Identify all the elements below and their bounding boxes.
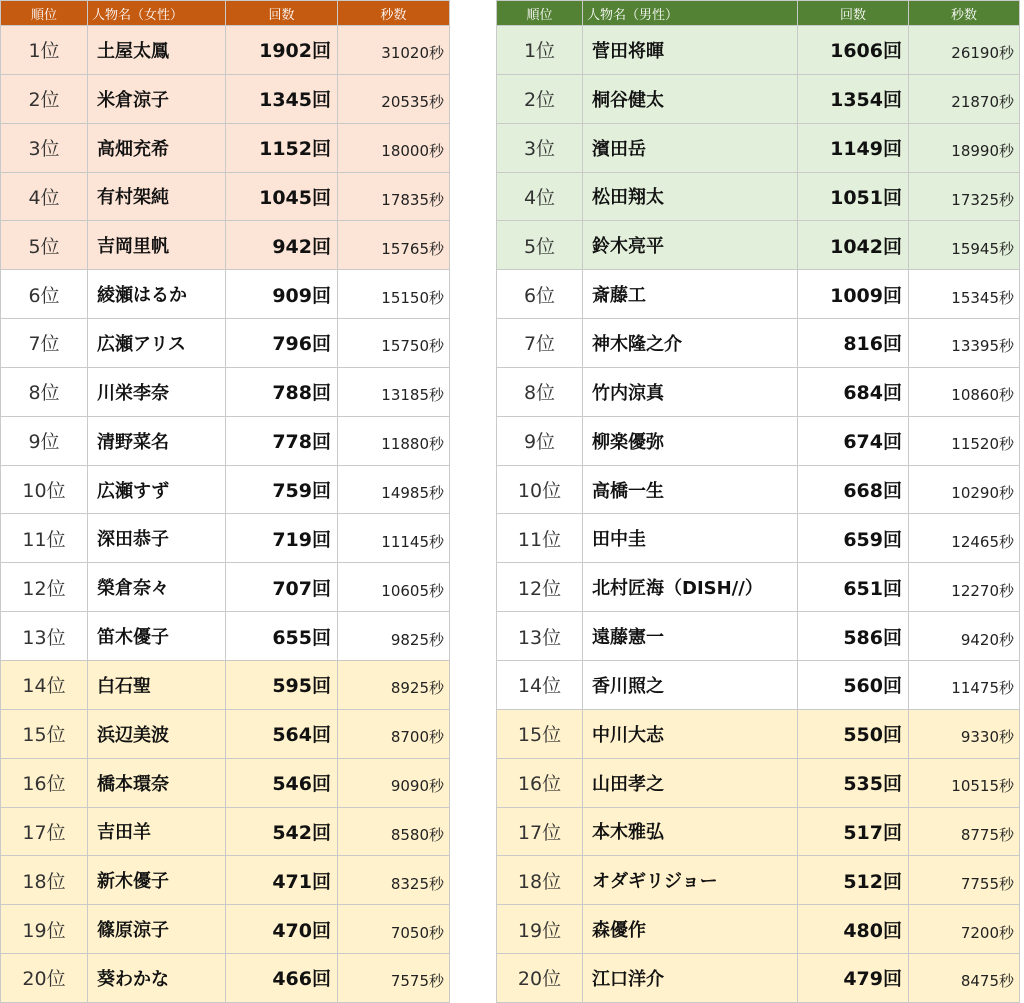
female-table-row: [1, 563, 450, 612]
male-table-row: [497, 563, 1020, 612]
female-cell-count: 796回: [226, 319, 338, 368]
male-cell-rank: 19位: [497, 905, 583, 954]
male-table-row: [497, 465, 1020, 514]
female-table-row: [1, 856, 450, 905]
female-cell-name: 土屋太鳳: [88, 26, 226, 75]
female-cell-seconds: 15750秒: [338, 319, 450, 368]
male-cell-rank: 10位: [497, 465, 583, 514]
female-cell-name: 笛木優子: [88, 612, 226, 661]
female-cell-count: 471回: [226, 856, 338, 905]
female-cell-seconds: 15765秒: [338, 221, 450, 270]
female-cell-name: 広瀬すず: [88, 465, 226, 514]
male-cell-seconds: 11520秒: [909, 416, 1020, 465]
female-cell-count: 655回: [226, 612, 338, 661]
male-table-row: [497, 221, 1020, 270]
male-cell-name: 神木隆之介: [583, 319, 798, 368]
female-header-row: [1, 1, 450, 26]
male-cell-rank: 15位: [497, 709, 583, 758]
female-table-row: [1, 367, 450, 416]
male-cell-count: 668回: [798, 465, 909, 514]
male-ranking-table: [496, 0, 1020, 1003]
male-cell-rank: 2位: [497, 74, 583, 123]
male-cell-seconds: 15345秒: [909, 270, 1020, 319]
female-cell-count: 564回: [226, 709, 338, 758]
male-cell-rank: 20位: [497, 954, 583, 1003]
female-table-row: [1, 612, 450, 661]
male-header-row: [497, 1, 1020, 26]
female-ranking-table: [0, 0, 450, 1003]
male-cell-count: 674回: [798, 416, 909, 465]
male-cell-seconds: 11475秒: [909, 660, 1020, 709]
female-table-row: [1, 905, 450, 954]
male-cell-rank: 13位: [497, 612, 583, 661]
male-cell-name: 香川照之: [583, 660, 798, 709]
male-header-seconds: 秒数: [909, 1, 1020, 26]
female-cell-rank: 5位: [1, 221, 88, 270]
male-cell-name: 遠藤憲一: [583, 612, 798, 661]
male-cell-name: 森優作: [583, 905, 798, 954]
female-cell-name: 白石聖: [88, 660, 226, 709]
female-table-row: [1, 74, 450, 123]
female-cell-name: 川栄李奈: [88, 367, 226, 416]
male-table-row: [497, 26, 1020, 75]
female-cell-name: 深田恭子: [88, 514, 226, 563]
male-cell-seconds: 9330秒: [909, 709, 1020, 758]
female-table-row: [1, 709, 450, 758]
female-header-count: 回数: [226, 1, 338, 26]
female-cell-count: 470回: [226, 905, 338, 954]
female-cell-count: 707回: [226, 563, 338, 612]
male-cell-seconds: 10860秒: [909, 367, 1020, 416]
male-cell-rank: 18位: [497, 856, 583, 905]
male-cell-count: 1009回: [798, 270, 909, 319]
male-cell-name: オダギリジョー: [583, 856, 798, 905]
male-cell-name: 柳楽優弥: [583, 416, 798, 465]
female-cell-seconds: 14985秒: [338, 465, 450, 514]
female-header-rank: 順位: [1, 1, 88, 26]
female-cell-rank: 14位: [1, 660, 88, 709]
male-table-row: [497, 270, 1020, 319]
female-cell-name: 広瀬アリス: [88, 319, 226, 368]
female-cell-rank: 13位: [1, 612, 88, 661]
female-table-row: [1, 514, 450, 563]
female-cell-seconds: 18000秒: [338, 123, 450, 172]
male-table-row: [497, 709, 1020, 758]
female-cell-name: 榮倉奈々: [88, 563, 226, 612]
male-table-row: [497, 660, 1020, 709]
male-cell-seconds: 21870秒: [909, 74, 1020, 123]
male-table-row: [497, 758, 1020, 807]
male-cell-count: 480回: [798, 905, 909, 954]
female-cell-count: 1152回: [226, 123, 338, 172]
female-cell-rank: 10位: [1, 465, 88, 514]
male-cell-seconds: 17325秒: [909, 172, 1020, 221]
male-table-row: [497, 954, 1020, 1003]
female-cell-rank: 2位: [1, 74, 88, 123]
female-table-row: [1, 416, 450, 465]
male-table-row: [497, 612, 1020, 661]
female-cell-rank: 12位: [1, 563, 88, 612]
female-cell-seconds: 15150秒: [338, 270, 450, 319]
female-cell-seconds: 7050秒: [338, 905, 450, 954]
female-cell-rank: 1位: [1, 26, 88, 75]
male-cell-rank: 3位: [497, 123, 583, 172]
female-table-row: [1, 807, 450, 856]
female-cell-rank: 11位: [1, 514, 88, 563]
female-cell-rank: 6位: [1, 270, 88, 319]
female-cell-seconds: 7575秒: [338, 954, 450, 1003]
male-cell-name: 濱田岳: [583, 123, 798, 172]
female-cell-seconds: 17835秒: [338, 172, 450, 221]
female-cell-rank: 19位: [1, 905, 88, 954]
male-cell-rank: 5位: [497, 221, 583, 270]
female-cell-count: 909回: [226, 270, 338, 319]
male-cell-rank: 11位: [497, 514, 583, 563]
male-header-rank: 順位: [497, 1, 583, 26]
female-table-row: [1, 465, 450, 514]
male-table-row: [497, 807, 1020, 856]
female-cell-count: 546回: [226, 758, 338, 807]
male-cell-count: 659回: [798, 514, 909, 563]
male-table-row: [497, 172, 1020, 221]
female-cell-count: 1045回: [226, 172, 338, 221]
male-cell-name: 北村匠海（DISH//）: [583, 563, 798, 612]
female-cell-count: 788回: [226, 367, 338, 416]
female-table-row: [1, 660, 450, 709]
female-cell-name: 篠原涼子: [88, 905, 226, 954]
male-cell-name: 本木雅弘: [583, 807, 798, 856]
male-table-row: [497, 905, 1020, 954]
male-cell-count: 1606回: [798, 26, 909, 75]
female-cell-count: 542回: [226, 807, 338, 856]
male-cell-seconds: 15945秒: [909, 221, 1020, 270]
female-cell-rank: 7位: [1, 319, 88, 368]
male-cell-rank: 14位: [497, 660, 583, 709]
female-cell-name: 高畑充希: [88, 123, 226, 172]
female-table-row: [1, 123, 450, 172]
female-table-row: [1, 270, 450, 319]
female-cell-rank: 18位: [1, 856, 88, 905]
female-cell-rank: 3位: [1, 123, 88, 172]
female-cell-seconds: 11145秒: [338, 514, 450, 563]
female-cell-count: 595回: [226, 660, 338, 709]
male-cell-name: 田中圭: [583, 514, 798, 563]
male-cell-count: 479回: [798, 954, 909, 1003]
female-cell-count: 942回: [226, 221, 338, 270]
male-table-row: [497, 416, 1020, 465]
male-cell-name: 桐谷健太: [583, 74, 798, 123]
male-cell-count: 535回: [798, 758, 909, 807]
female-cell-rank: 15位: [1, 709, 88, 758]
male-cell-rank: 4位: [497, 172, 583, 221]
male-cell-seconds: 8475秒: [909, 954, 1020, 1003]
male-cell-rank: 7位: [497, 319, 583, 368]
female-cell-seconds: 20535秒: [338, 74, 450, 123]
male-cell-seconds: 13395秒: [909, 319, 1020, 368]
male-cell-count: 560回: [798, 660, 909, 709]
male-cell-count: 512回: [798, 856, 909, 905]
female-cell-seconds: 9825秒: [338, 612, 450, 661]
male-cell-count: 816回: [798, 319, 909, 368]
male-cell-seconds: 12270秒: [909, 563, 1020, 612]
female-cell-seconds: 11880秒: [338, 416, 450, 465]
male-table-row: [497, 319, 1020, 368]
female-cell-rank: 8位: [1, 367, 88, 416]
female-table-row: [1, 319, 450, 368]
male-cell-count: 651回: [798, 563, 909, 612]
female-cell-count: 1902回: [226, 26, 338, 75]
male-cell-count: 586回: [798, 612, 909, 661]
male-table-row: [497, 123, 1020, 172]
male-cell-count: 1042回: [798, 221, 909, 270]
female-cell-seconds: 13185秒: [338, 367, 450, 416]
female-header-seconds: 秒数: [338, 1, 450, 26]
male-table-row: [497, 74, 1020, 123]
female-cell-name: 吉岡里帆: [88, 221, 226, 270]
female-cell-seconds: 8700秒: [338, 709, 450, 758]
female-cell-name: 綾瀬はるか: [88, 270, 226, 319]
female-cell-rank: 17位: [1, 807, 88, 856]
female-cell-name: 葵わかな: [88, 954, 226, 1003]
female-cell-count: 759回: [226, 465, 338, 514]
male-cell-count: 517回: [798, 807, 909, 856]
male-cell-name: 中川大志: [583, 709, 798, 758]
female-cell-name: 米倉涼子: [88, 74, 226, 123]
male-table-row: [497, 514, 1020, 563]
female-cell-name: 橋本環奈: [88, 758, 226, 807]
female-cell-count: 1345回: [226, 74, 338, 123]
male-cell-count: 1051回: [798, 172, 909, 221]
male-cell-rank: 12位: [497, 563, 583, 612]
male-cell-name: 高橋一生: [583, 465, 798, 514]
male-cell-name: 斎藤工: [583, 270, 798, 319]
male-cell-seconds: 7755秒: [909, 856, 1020, 905]
female-cell-rank: 20位: [1, 954, 88, 1003]
female-cell-count: 466回: [226, 954, 338, 1003]
male-cell-rank: 16位: [497, 758, 583, 807]
male-cell-count: 1354回: [798, 74, 909, 123]
female-header-name: 人物名（女性）: [88, 1, 226, 26]
female-cell-seconds: 9090秒: [338, 758, 450, 807]
female-cell-name: 新木優子: [88, 856, 226, 905]
male-cell-seconds: 8775秒: [909, 807, 1020, 856]
male-cell-seconds: 7200秒: [909, 905, 1020, 954]
male-cell-rank: 1位: [497, 26, 583, 75]
female-cell-seconds: 8925秒: [338, 660, 450, 709]
female-cell-seconds: 8580秒: [338, 807, 450, 856]
male-header-name: 人物名（男性）: [583, 1, 798, 26]
male-cell-name: 山田孝之: [583, 758, 798, 807]
female-cell-name: 吉田羊: [88, 807, 226, 856]
male-table-row: [497, 367, 1020, 416]
male-cell-rank: 8位: [497, 367, 583, 416]
male-cell-count: 550回: [798, 709, 909, 758]
female-cell-seconds: 8325秒: [338, 856, 450, 905]
male-cell-name: 江口洋介: [583, 954, 798, 1003]
female-table-row: [1, 954, 450, 1003]
female-cell-rank: 4位: [1, 172, 88, 221]
female-cell-rank: 16位: [1, 758, 88, 807]
male-cell-count: 1149回: [798, 123, 909, 172]
female-cell-name: 有村架純: [88, 172, 226, 221]
male-cell-count: 684回: [798, 367, 909, 416]
male-cell-seconds: 9420秒: [909, 612, 1020, 661]
male-cell-seconds: 12465秒: [909, 514, 1020, 563]
female-cell-count: 778回: [226, 416, 338, 465]
female-table-row: [1, 758, 450, 807]
male-cell-name: 竹内涼真: [583, 367, 798, 416]
female-cell-name: 清野菜名: [88, 416, 226, 465]
male-cell-seconds: 26190秒: [909, 26, 1020, 75]
male-table-row: [497, 856, 1020, 905]
female-table-row: [1, 221, 450, 270]
male-cell-rank: 9位: [497, 416, 583, 465]
male-cell-seconds: 10290秒: [909, 465, 1020, 514]
male-cell-rank: 6位: [497, 270, 583, 319]
male-cell-seconds: 10515秒: [909, 758, 1020, 807]
female-cell-seconds: 10605秒: [338, 563, 450, 612]
male-cell-seconds: 18990秒: [909, 123, 1020, 172]
female-table-row: [1, 26, 450, 75]
male-cell-rank: 17位: [497, 807, 583, 856]
female-cell-seconds: 31020秒: [338, 26, 450, 75]
female-cell-count: 719回: [226, 514, 338, 563]
male-header-count: 回数: [798, 1, 909, 26]
male-cell-name: 鈴木亮平: [583, 221, 798, 270]
female-table-row: [1, 172, 450, 221]
male-cell-name: 菅田将暉: [583, 26, 798, 75]
female-cell-name: 浜辺美波: [88, 709, 226, 758]
male-cell-name: 松田翔太: [583, 172, 798, 221]
female-cell-rank: 9位: [1, 416, 88, 465]
